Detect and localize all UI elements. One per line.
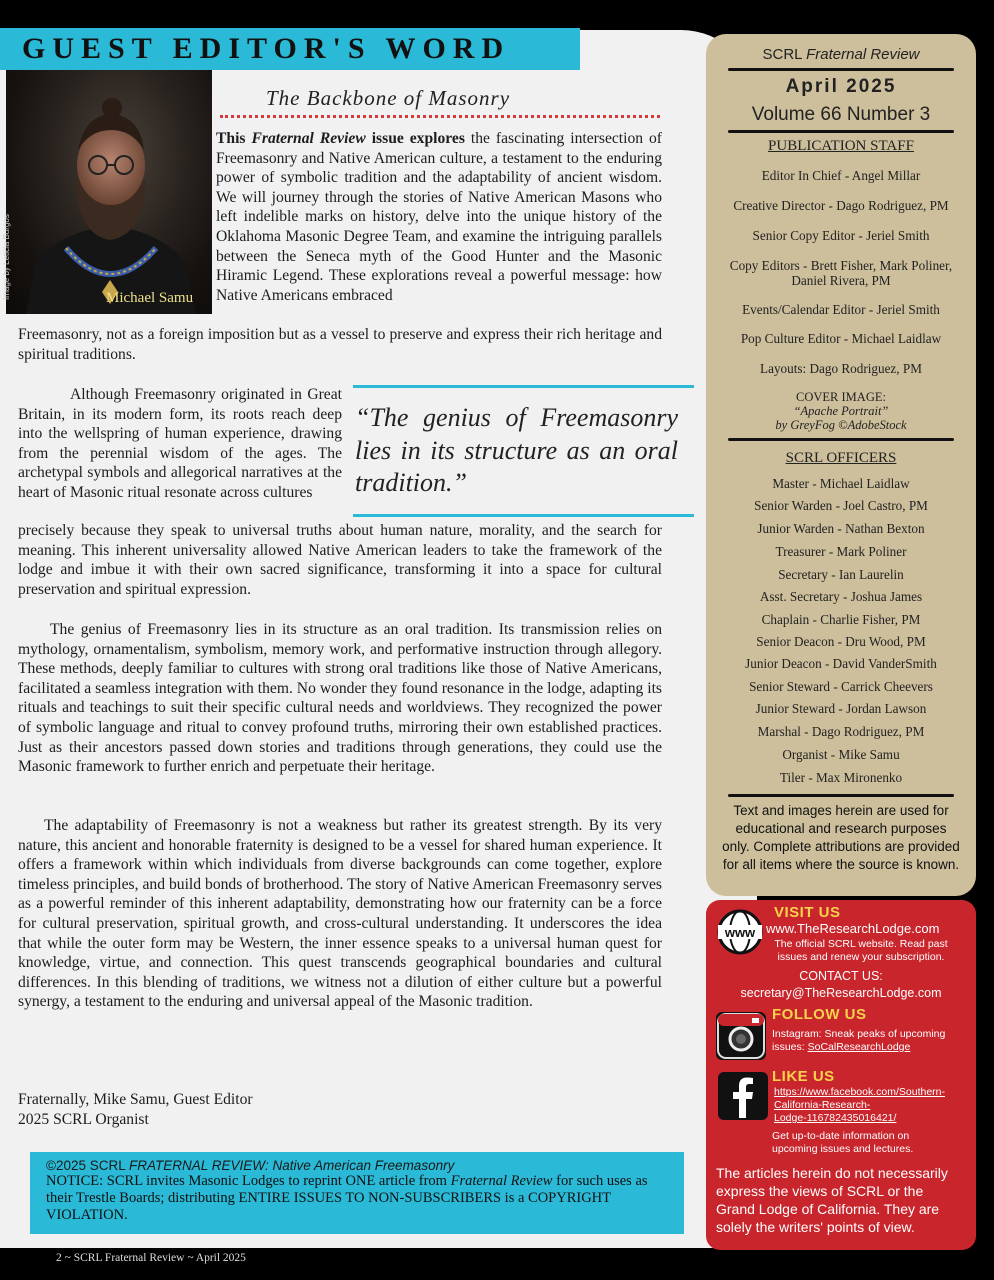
facebook-url-2[interactable]: California-Research- xyxy=(774,1099,871,1111)
officer-item: Senior Deacon - Dru Wood, PM xyxy=(756,634,926,649)
p1-publication: Fraternal Review xyxy=(251,130,366,147)
p4-text: The adaptability of Freemasonry is not a weakness but rather its greatest strength. By its very nature, this ancient and honorable fraternity is designed to be a vessel for shared human experience. It offers a framework within which individuals from diverse backgrounds can come together, explore timeless principles, and build bonds of brotherhood. The story of Native American Freemasonry serves as a powerful reminder of this inherent adaptability, demonstrating how our fraternity can be a force for cultural preservation, spiritual growth, and cross-cultural understanding. It underscores the idea that while the outer form may be Western, the inner essence speaks to a universal human quest for knowledge, virtue, and connection. This quest transcends geographical boundaries and cultural differences. In this blending of traditions, we witness not a dilution of either culture but a powerful synergy, a testament to the enduring and universal appeal of the Masonic tradition. xyxy=(18,817,662,1011)
instagram-icon[interactable] xyxy=(716,1012,766,1060)
photo-credit: Image by Leticia Burgos xyxy=(2,214,11,300)
signoff-line-2: 2025 SCRL Organist xyxy=(18,1111,149,1128)
p1-issue: issue explores xyxy=(371,130,465,147)
notice-body-1: NOTICE: SCRL invites Masonic Lodges to reprint ONE article from xyxy=(46,1173,451,1189)
officer-item: Junior Steward - Jordan Lawson xyxy=(755,701,927,716)
masthead-publication xyxy=(706,46,976,63)
cover-credit: by GreyFog ©AdobeStock xyxy=(775,418,907,432)
officer-item: Chaplain - Charlie Fisher, PM xyxy=(761,612,921,627)
author-portrait-image xyxy=(6,70,212,314)
p3-text: The genius of Freemasonry lies in its structure as an oral tradition. Its transmission relies on mythology, ornamentalism, symbolism, memory work, and performative instruction through allegory. These methods, deeply familiar to cultures with strong oral traditions like those of Native Americans, facilitated a seamless integration with them. No wonder they found resonance in the lodge, adapting its rituals and teachings to suit their specific cultural needs and worldviews. They recognized the power of symbolic language and ritual to convey profound truths, mirroring their own established practices. Just as their ancestors passed down stories and traditions through generations, they could use the Masonic framework to further enrich and perpetuate their heritage. xyxy=(18,621,662,776)
signoff xyxy=(18,1090,253,1130)
staff-item: Events/Calendar Editor - Jeriel Smith xyxy=(742,302,940,317)
contact-panel xyxy=(706,900,976,1250)
brush-divider xyxy=(728,130,954,133)
staff-heading: PUBLICATION STAFF xyxy=(768,138,914,154)
cover-heading: COVER IMAGE: xyxy=(796,390,886,404)
masthead-sidebar xyxy=(706,34,976,896)
officer-item: Junior Warden - Nathan Bexton xyxy=(757,521,925,536)
like-heading: LIKE US xyxy=(772,1068,835,1085)
article-paragraph-2-top xyxy=(18,385,342,503)
facebook-icon[interactable] xyxy=(718,1072,768,1120)
masthead-pub-italic: Fraternal Review xyxy=(806,46,920,63)
p2-text: Although Freemasonry originated in Great Britain, in its modern form, its roots reach deep into the wellspring of human experience, drawing from the perennial wisdom of the ages. The archetypal symbols and allegorical narratives at the heart of Masonic ritual resonate across cultures xyxy=(18,386,342,501)
masthead-disclaimer: Text and images herein are used for educational and research purposes only. Complete attributions are provided for all items where the source is known. xyxy=(722,803,960,872)
staff-item: Daniel Rivera, PM xyxy=(791,273,891,288)
officer-item: Organist - Mike Samu xyxy=(782,747,900,762)
officer-item: Tiler - Max Mironenko xyxy=(779,770,903,785)
facebook-note-2: upcoming issues and lectures. xyxy=(772,1143,914,1155)
article-paragraph-2-bottom: precisely because they speak to universal truths about human nature, morality, and the search for meaning. This inherent universality allowed Native American leaders to take the framework of the lodge and imbue it with their own sacred significance, transforming it into a space for cultural preservation and spiritual expression. xyxy=(18,522,662,598)
p1-lead: This xyxy=(216,130,246,147)
staff-item: Pop Culture Editor - Michael Laidlaw xyxy=(740,331,942,346)
officer-item: Senior Steward - Carrick Cheevers xyxy=(749,679,933,694)
notice-body xyxy=(46,1173,674,1224)
instagram-note-2 xyxy=(772,1041,910,1054)
cover-title: “Apache Portrait” xyxy=(793,404,889,418)
pull-quote: “The genius of Freemasonry lies in its structure as an oral tradition.” xyxy=(355,403,678,497)
officer-item: Asst. Secretary - Joshua James xyxy=(759,589,923,604)
article-paragraph-1-top xyxy=(216,129,662,305)
website-link[interactable]: www.TheResearchLodge.com xyxy=(766,921,940,936)
article-paragraph-1-bottom: Freemasonry, not as a foreign imposition but as a vessel to preserve and express their rich heritage and spiritual traditions. xyxy=(18,326,662,363)
p1-text: the fascinating intersection of Freemasonry and Native American culture, a testament to the enduring power of symbolic tradition and the adaptability of ancient wisdom. We will journey through the stories of Native American Masons who left indelible marks on history, delve into the unique history of the Oklahoma Masonic Degree Team, and examine the intriguing parallels between the Seneca myth of the Good Hunter and the Masonic Hiramic Legend. These explorations reveal a powerful message: how Native Americans embraced xyxy=(216,130,663,304)
staff-item: Editor In Chief - Angel Millar xyxy=(761,168,921,183)
notice-body-2: for such uses as their Trestle Boards; distributing ENTIRE ISSUES TO NON-SUBSCRIBERS is a COPYRIGHT VIOLATION. xyxy=(46,1173,648,1223)
facebook-note-1: Get up-to-date information on xyxy=(772,1130,910,1142)
author-photo xyxy=(6,70,212,314)
officer-item: Master - Michael Laidlaw xyxy=(772,476,910,491)
facebook-url-3[interactable]: Lodge-116782435016421/ xyxy=(774,1112,897,1124)
notice-title-italic: FRATERNAL REVIEW: Native American Freemasonry xyxy=(129,1158,455,1173)
visit-heading: VISIT US xyxy=(774,904,841,921)
cover-image-credit xyxy=(706,390,976,432)
page-footer: 2 ~ SCRL Fraternal Review ~ April 2025 xyxy=(56,1252,246,1264)
contact-heading: CONTACT US: xyxy=(799,969,883,983)
contact-disclaimer: The articles herein do not necessarily express the views of SCRL or the Grand Lodge of California. They are solely the writers' points of view. xyxy=(716,1165,948,1235)
instagram-note-2-plain: issues: xyxy=(772,1041,808,1053)
staff-item: Copy Editors - Brett Fisher, Mark Poliner, xyxy=(729,258,953,273)
masthead-pub-plain: SCRL xyxy=(762,46,807,63)
brush-divider xyxy=(728,438,954,441)
article-paragraph-3 xyxy=(18,620,662,777)
officer-item: Marshal - Dago Rodriguez, PM xyxy=(757,724,925,739)
facebook-url-1[interactable]: https://www.facebook.com/Southern- xyxy=(774,1086,945,1098)
staff-item: Layouts: Dago Rodriguez, PM xyxy=(760,361,922,376)
copyright-notice xyxy=(30,1152,684,1234)
officer-item: Treasurer - Mark Poliner xyxy=(775,544,907,559)
page-title: GUEST EDITOR'S WORD xyxy=(22,32,511,65)
contact-email[interactable]: secretary@TheResearchLodge.com xyxy=(740,986,942,1000)
staff-item: Creative Director - Dago Rodriguez, PM xyxy=(733,198,949,213)
svg-text:www: www xyxy=(724,925,756,940)
issue-date: April 2025 xyxy=(785,76,897,97)
instagram-handle-link[interactable]: SoCalResearchLodge xyxy=(807,1041,911,1053)
staff-item: Senior Copy Editor - Jeriel Smith xyxy=(752,228,930,243)
dotted-divider xyxy=(220,115,660,118)
notice-body-italic: Fraternal Review xyxy=(450,1173,553,1189)
officer-item: Junior Deacon - David VanderSmith xyxy=(745,656,937,671)
officer-item: Senior Warden - Joel Castro, PM xyxy=(754,498,928,513)
notice-title xyxy=(46,1158,674,1173)
brush-divider xyxy=(728,68,954,71)
follow-heading: FOLLOW US xyxy=(772,1006,867,1023)
issue-volume: Volume 66 Number 3 xyxy=(751,104,931,125)
visit-note-1: The official SCRL website. Read past xyxy=(774,938,948,950)
signoff-line-1: Fraternally, Mike Samu, Guest Editor xyxy=(18,1091,253,1108)
visit-note-2: issues and renew your subscription. xyxy=(777,951,945,963)
pull-quote-rule-top xyxy=(353,385,694,388)
article-paragraph-4 xyxy=(18,816,662,1012)
brush-divider xyxy=(728,794,954,797)
officer-item: Secretary - Ian Laurelin xyxy=(778,567,904,582)
notice-title-plain: ©2025 SCRL xyxy=(46,1158,129,1173)
pull-quote-rule-bottom xyxy=(353,514,694,517)
instagram-note-1: Instagram: Sneak peaks of upcoming xyxy=(772,1028,946,1040)
article-subtitle: The Backbone of Masonry xyxy=(266,86,511,110)
photo-caption-name: Michael Samu xyxy=(106,290,194,306)
officers-heading: SCRL OFFICERS xyxy=(785,450,897,466)
